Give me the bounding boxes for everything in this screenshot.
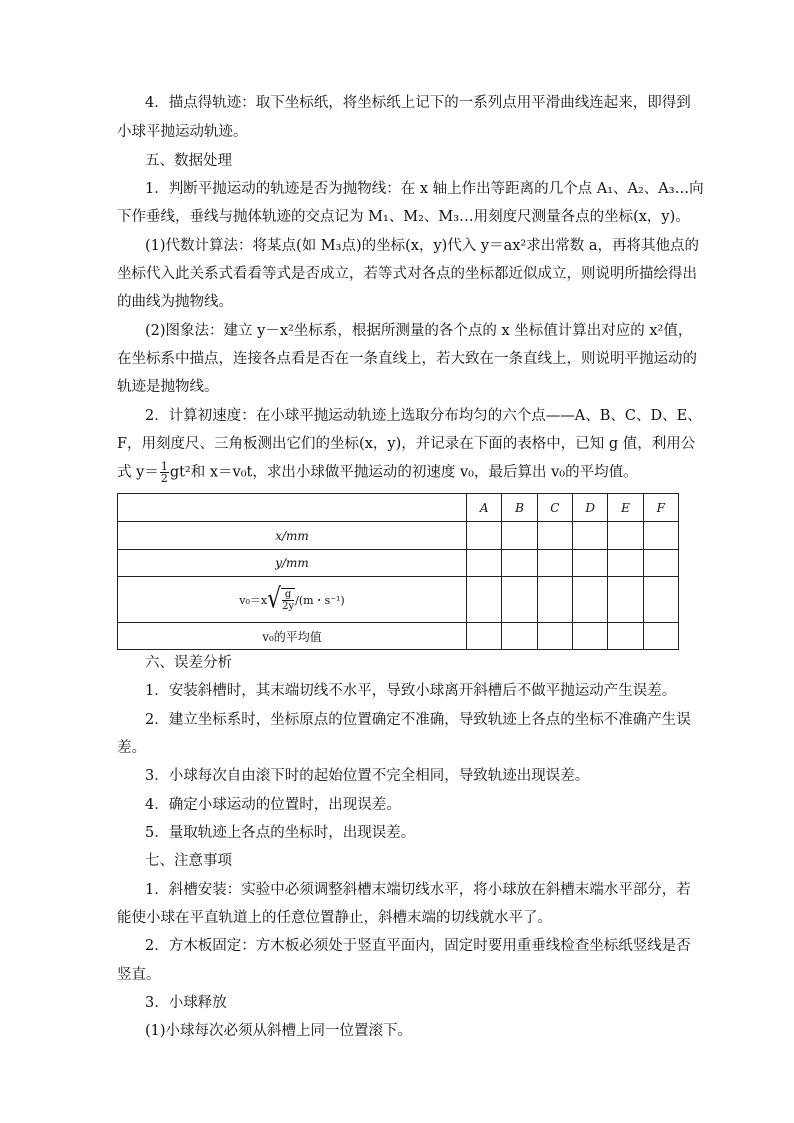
row-label-v0-average: v₀的平均值 xyxy=(118,623,467,650)
table-cell xyxy=(608,623,643,650)
formula-prefix: 式 y＝ xyxy=(117,464,159,481)
para-algebra-line1: (1)代数计算法：将某点(如 M₃点)的坐标(x，y)代入 y＝ax²求出常数 a，再将其他点的 xyxy=(145,238,699,254)
table-cell xyxy=(643,577,678,623)
error-item-2-line2: 差。 xyxy=(117,740,146,756)
table-header-cell: A xyxy=(467,494,502,522)
row-label-x: x/mm xyxy=(118,522,467,550)
table-cell xyxy=(467,623,502,650)
data-table xyxy=(117,493,679,650)
v0-fraction-denominator: 2y xyxy=(282,600,295,612)
para-graph-line1: (2)图象法：建立 y－x²坐标系，根据所测量的各个点的 x 坐标值计算出对应的 x²值， xyxy=(145,323,693,339)
table-cell xyxy=(537,623,572,650)
sqrt-symbol: √ $\frac{g}{2y}$ xyxy=(267,583,295,615)
table-row xyxy=(118,623,679,650)
para-graph-line3: 轨迹是抛物线。 xyxy=(117,379,219,395)
row-label-y: y/mm xyxy=(118,550,467,577)
table-cell xyxy=(643,522,678,550)
step4-line2: 小球平抛运动轨迹。 xyxy=(117,124,248,140)
table-cell xyxy=(572,550,607,577)
note-1-line2: 能使小球在平直轨道上的任意位置静止，斜槽末端的切线就水平了。 xyxy=(117,910,552,926)
table-header-row xyxy=(118,494,679,522)
table-cell xyxy=(537,550,572,577)
table-cell xyxy=(572,577,607,623)
table-cell xyxy=(502,522,537,550)
row-label-v0-formula xyxy=(118,577,467,623)
para-algebra-line2: 坐标代入此关系式看看等式是否成立，若等式对各点的坐标都近似成立，则说明所描绘得出 xyxy=(117,266,697,282)
error-item-4: 4．确定小球运动的位置时，出现误差。 xyxy=(145,797,401,813)
table-cell xyxy=(502,550,537,577)
note-1-line1: 1．斜槽安装：实验中必须调整斜槽末端切线水平，将小球放在斜槽末端水平部分，若 xyxy=(145,882,691,898)
table-cell xyxy=(572,522,607,550)
section5-heading: 五、数据处理 xyxy=(145,153,232,169)
v0-formula-unit: /(m・s⁻¹) xyxy=(295,593,345,607)
error-item-3: 3．小球每次自由滚下时的起始位置不完全相同，导致轨迹出现误差。 xyxy=(145,768,590,784)
table-header-cell: D xyxy=(572,494,607,522)
table-cell xyxy=(643,550,678,577)
table-header-cell: B xyxy=(502,494,537,522)
table-header-cell: F xyxy=(643,494,678,522)
table-cell xyxy=(537,522,572,550)
table-row xyxy=(118,577,679,623)
table-cell xyxy=(608,522,643,550)
formula-rest: gt²和 x＝v₀t，求出小球做平抛运动的初速度 v₀，最后算出 v₀的平均值。 xyxy=(169,464,638,481)
para-parabola-line2: 下作垂线，垂线与抛体轨迹的交点记为 M₁、M₂、M₃…用刻度尺测量各点的坐标(x，y)。 xyxy=(117,209,690,225)
table-corner-cell xyxy=(118,494,467,522)
fraction-half xyxy=(160,461,169,484)
table-header-cell: C xyxy=(537,494,572,522)
step4-line1: 4．描点得轨迹：取下坐标纸，将坐标纸上记下的一系列点用平滑曲线连起来，即得到 xyxy=(145,95,691,111)
section6-heading: 六、误差分析 xyxy=(145,655,232,671)
error-item-2-line1: 2．建立坐标系时，坐标原点的位置确定不准确，导致轨迹上各点的坐标不准确产生误 xyxy=(145,712,691,728)
error-item-5: 5．量取轨迹上各点的坐标时，出现误差。 xyxy=(145,825,416,841)
note-3-item-1: (1)小球每次必须从斜槽上同一位置滚下。 xyxy=(145,1023,413,1039)
para-parabola-line1: 1．判断平抛运动的轨迹是否为抛物线：在 x 轴上作出等距离的几个点 A₁、A₂、A₃…向 xyxy=(145,181,704,197)
note-3-heading: 3．小球释放 xyxy=(145,995,227,1011)
para-velocity-line3 xyxy=(117,461,679,483)
fraction-denominator: 2 xyxy=(160,472,168,485)
section7-heading: 七、注意事项 xyxy=(145,853,232,869)
table-cell xyxy=(608,550,643,577)
para-velocity-line2: F，用刻度尺、三角板测出它们的坐标(x，y)，并记录在下面的表格中，已知 g 值，利用公 xyxy=(117,436,696,452)
table-cell xyxy=(467,550,502,577)
table-cell xyxy=(643,623,678,650)
table-cell xyxy=(608,577,643,623)
fraction-numerator: 1 xyxy=(160,460,168,473)
table-cell xyxy=(537,577,572,623)
note-2-line1: 2．方木板固定：方木板必须处于竖直平面内，固定时要用重垂线检查坐标纸竖线是否 xyxy=(145,938,691,954)
table-cell xyxy=(572,623,607,650)
table-cell xyxy=(502,577,537,623)
para-velocity-line1: 2．计算初速度：在小球平抛运动轨迹上选取分布均匀的六个点——A、B、C、D、E、 xyxy=(145,408,702,424)
table-cell xyxy=(467,577,502,623)
para-graph-line2: 在坐标系中描点，连接各点看是否在一条直线上，若大致在一条直线上，则说明平抛运动的 xyxy=(117,351,697,367)
table-cell xyxy=(467,522,502,550)
v0-formula-prefix: v₀＝x xyxy=(239,593,268,607)
table-cell xyxy=(502,623,537,650)
error-item-1: 1．安装斜槽时，其末端切线不水平，导致小球离开斜槽后不做平抛运动产生误差。 xyxy=(145,683,677,699)
table-header-cell: E xyxy=(608,494,643,522)
note-2-line2: 竖直。 xyxy=(117,967,161,983)
v0-fraction-numerator: g xyxy=(282,589,294,601)
table-row xyxy=(118,522,679,550)
para-algebra-line3: 的曲线为抛物线。 xyxy=(117,294,233,310)
table-row xyxy=(118,550,679,577)
